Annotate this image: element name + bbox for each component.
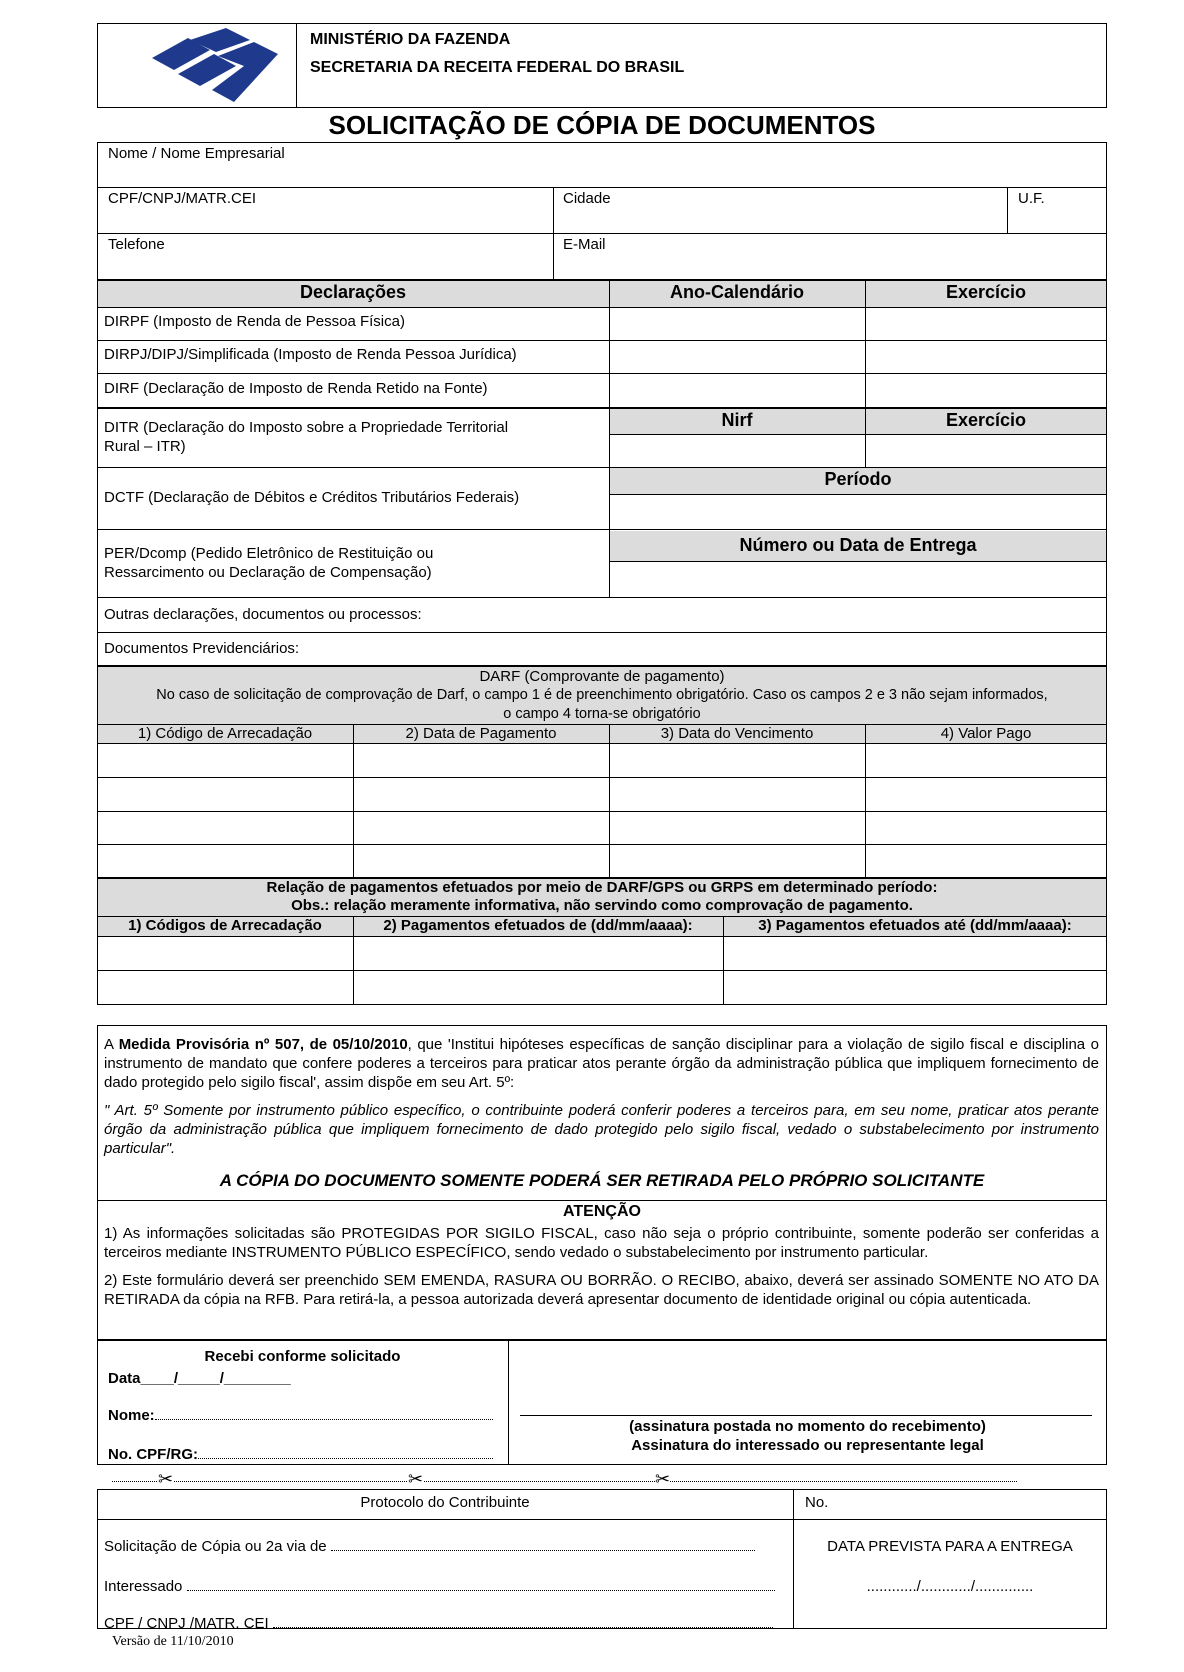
legal-intro-rest: , que 'Institui hipóteses específicas de sanção disciplinar para a violação de sigilo fiscal e disciplina o instrumento de mandato que confere poderes a terceiros para praticar atos perante órgão da administração pública que impliquem fornecimento de dado protegido pelo sigilo fiscal', assim dispõe em seu Art. 5º: — [104, 1036, 1099, 1091]
col-numero-data-entrega: Número ou Data de Entrega — [739, 535, 977, 555]
divider — [97, 307, 1107, 308]
payments-title: Relação de pagamentos efetuados por meio de DARF/GPS ou GRPS em determinado período: — [266, 879, 938, 896]
divider — [1007, 187, 1008, 233]
attention-item-1: 1) As informações solicitadas são PROTEGIDAS POR SIGILO FISCAL, caso não seja o próprio contribuinte, somente poderão ser conferidas a terceiros mediante INSTRUMENTO PÚBLICO ESPECÍFICO, sendo vedado o substabelecimento por instrumento particular. — [104, 1225, 1099, 1261]
uf-field[interactable]: U.F. — [1018, 190, 1045, 207]
receipt-cpf-rg-field[interactable] — [108, 1446, 493, 1463]
divider — [97, 1200, 1107, 1201]
scissors-icon: ✂ — [408, 1469, 424, 1489]
darf-note-line2: o campo 4 torna-se obrigatório — [503, 706, 701, 722]
divider — [609, 434, 1107, 435]
divider — [97, 187, 1107, 188]
legal-notice: A CÓPIA DO DOCUMENTO SOMENTE PODERÁ SER RETIRADA PELO PRÓPRIO SOLICITANTE — [219, 1171, 985, 1190]
legal-quote: " Art. 5º Somente por instrumento público específico, o contribuinte poderá conferir poderes a terceiros para, em seu nome, praticar atos perante órgão da administração pública que impliquem fornecimento de dado protegido pelo sigilo fiscal, vedado o substabelecimento por instrumento particular". — [104, 1102, 1099, 1157]
divider — [553, 187, 554, 280]
dirf-row: DIRF (Declaração de Imposto de Renda Retido na Fonte) — [104, 380, 488, 397]
scissors-icon: ✂ — [158, 1469, 174, 1489]
col-periodo: Período — [824, 469, 892, 489]
attention-item-2: 2) Este formulário deverá ser preenchido SEM EMENDA, RASURA OU BORRÃO. O RECIBO, abaixo, deverá ser assinado SOMENTE NO ATO DA RETIRADA da cópia na RFB. Para retirá-la, a pessoa autorizada deverá apresentar documento de identidade original ou cópia autenticada. — [104, 1272, 1099, 1308]
header-divider — [296, 23, 297, 108]
divider — [97, 1519, 1107, 1520]
phone-field[interactable]: Telefone — [108, 236, 165, 253]
protocol-cpf-label: CPF / CNPJ /MATR. CEI — [104, 1615, 269, 1632]
col-declaracoes: Declarações — [299, 282, 407, 302]
protocol-number-field[interactable]: No. — [805, 1494, 829, 1511]
scissors-icon: ✂ — [655, 1469, 671, 1489]
protocol-interested-field[interactable] — [104, 1578, 775, 1595]
attention-title: ATENÇÃO — [563, 1203, 641, 1220]
darf-col-data-vencimento: 3) Data do Vencimento — [660, 725, 814, 742]
divider — [97, 777, 1107, 778]
version-text: Versão de 11/10/2010 — [112, 1634, 234, 1649]
divider — [97, 811, 1107, 812]
protocol-request-field[interactable] — [104, 1538, 755, 1555]
dotted-line — [155, 1419, 493, 1420]
darf-col-valor-pago: 4) Valor Pago — [940, 725, 1032, 742]
signature-note: (assinatura postada no momento do recebimento) — [629, 1418, 986, 1435]
page-title: SOLICITAÇÃO DE CÓPIA DE DOCUMENTOS — [328, 110, 876, 140]
dotted-line — [331, 1550, 755, 1551]
dirpf-row: DIRPF (Imposto de Renda de Pessoa Física) — [104, 313, 405, 330]
perdcomp-row-line1: PER/Dcomp (Pedido Eletrônico de Restituição ou — [104, 545, 434, 562]
divider — [97, 467, 1107, 468]
divider — [609, 494, 1107, 495]
dotted-line — [187, 1590, 775, 1591]
col-exercicio: Exercício — [945, 282, 1027, 302]
dotted-line — [198, 1458, 493, 1459]
col-nirf: Nirf — [721, 410, 753, 430]
divider — [793, 1489, 794, 1629]
legal-intro-prefix: A — [104, 1036, 119, 1053]
delivery-date-label: DATA PREVISTA PARA A ENTREGA — [827, 1538, 1073, 1555]
darf-note-line1: No caso de solicitação de comprovação de Darf, o campo 1 é de preenchimento obrigatório. Caso os campos 2 e 3 não sejam informados, — [156, 687, 1048, 703]
cpf-field[interactable]: CPF/CNPJ/MATR.CEI — [108, 190, 257, 207]
protocol-cpf-field[interactable] — [104, 1615, 773, 1632]
legal-mp-reference: Medida Provisória nº 507, de 05/10/2010 — [118, 1036, 408, 1053]
divider — [97, 936, 1107, 937]
divider — [865, 280, 866, 467]
payments-obs: Obs.: relação meramente informativa, não servindo como comprovação de pagamento. — [291, 897, 913, 914]
receipt-name-label: Nome: — [108, 1407, 155, 1424]
identification-box — [97, 142, 1107, 280]
darf-col-data-pagamento: 2) Data de Pagamento — [405, 725, 557, 742]
protocol-title: Protocolo do Contribuinte — [360, 1494, 530, 1511]
darf-title: DARF (Comprovante de pagamento) — [479, 668, 725, 685]
dirpj-row: DIRPJ/DIPJ/Simplificada (Imposto de Renda Pessoa Jurídica) — [104, 346, 517, 363]
divider — [353, 724, 354, 878]
darf-col-codigo: 1) Código de Arrecadação — [137, 725, 313, 742]
delivery-date-field[interactable]: ............/............/.............. — [866, 1578, 1034, 1595]
perdcomp-row-line2: Ressarcimento ou Declaração de Compensação) — [104, 564, 432, 581]
signature-line[interactable] — [520, 1415, 1092, 1416]
divider — [97, 743, 1107, 744]
receipt-title: Recebi conforme solicitado — [204, 1348, 401, 1365]
ditr-row-line1: DITR (Declaração do Imposto sobre a Propriedade Territorial — [104, 419, 509, 436]
divider — [97, 340, 1107, 341]
payments-col-ate: 3) Pagamentos efetuados até (dd/mm/aaaa): — [758, 917, 1072, 934]
divider — [97, 632, 1107, 633]
divider — [97, 407, 1107, 409]
payments-col-de: 2) Pagamentos efetuados de (dd/mm/aaaa): — [383, 917, 693, 934]
protocol-interested-label: Interessado — [104, 1578, 183, 1595]
name-field[interactable]: Nome / Nome Empresarial — [108, 145, 285, 162]
col-ano-calendario: Ano-Calendário — [669, 282, 804, 302]
legal-intro — [104, 1035, 1099, 1092]
documentos-previdenciarios-row: Documentos Previdenciários: — [104, 640, 300, 657]
protocol-request-label: Solicitação de Cópia ou 2a via de — [104, 1538, 327, 1555]
dotted-line — [273, 1627, 773, 1628]
outras-declaracoes-row: Outras declarações, documentos ou processos: — [104, 606, 422, 623]
payments-col-codigos: 1) Códigos de Arrecadação — [128, 917, 322, 934]
receipt-name-field[interactable] — [108, 1407, 493, 1424]
signature-label: Assinatura do interessado ou representante legal — [631, 1437, 984, 1454]
receipt-cpf-rg-label: No. CPF/RG: — [108, 1446, 198, 1463]
divider — [97, 844, 1107, 845]
receita-federal-logo-icon — [150, 28, 280, 104]
ditr-row-line2: Rural – ITR) — [104, 438, 186, 455]
dctf-row: DCTF (Declaração de Débitos e Créditos Tributários Federais) — [104, 489, 520, 506]
divider — [97, 529, 1107, 530]
email-field[interactable]: E-Mail — [563, 236, 606, 253]
divider — [865, 724, 866, 878]
divider — [609, 561, 1107, 562]
divider — [97, 373, 1107, 374]
divider — [97, 233, 1107, 234]
secretariat-title: SECRETARIA DA RECEITA FEDERAL DO BRASIL — [310, 59, 685, 76]
divider — [97, 597, 1107, 598]
city-field[interactable]: Cidade — [563, 190, 611, 207]
divider — [97, 970, 1107, 971]
receipt-date-field[interactable]: Data____/_____/________ — [108, 1370, 291, 1387]
cut-line — [112, 1481, 1017, 1482]
col-exercicio-itr: Exercício — [945, 410, 1027, 430]
divider — [609, 724, 610, 878]
ministry-title: MINISTÉRIO DA FAZENDA — [310, 31, 511, 48]
